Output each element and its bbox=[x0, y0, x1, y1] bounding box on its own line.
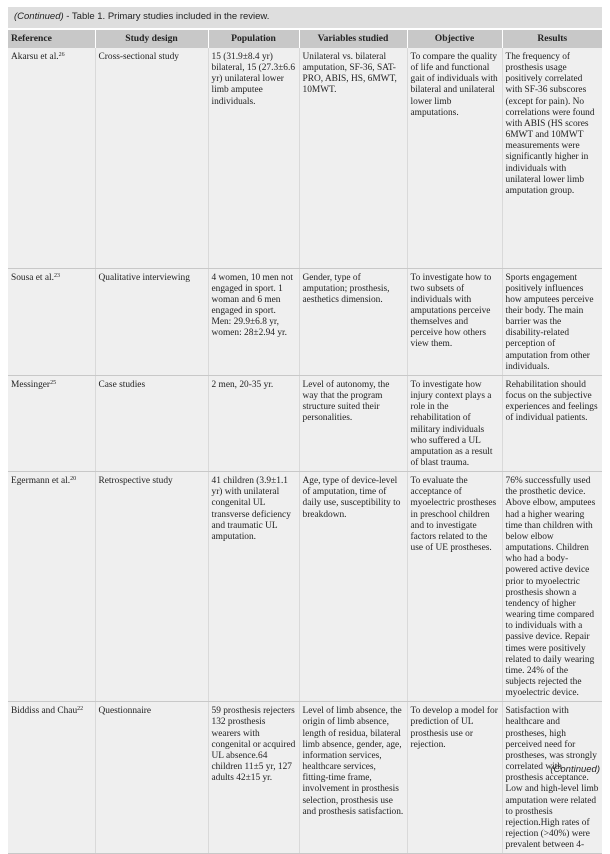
table-row bbox=[8, 472, 602, 702]
reference-cell bbox=[8, 375, 95, 471]
reference-text: Sousa et al. bbox=[11, 272, 54, 283]
header-objective: Objective bbox=[407, 30, 502, 48]
results-cell: Sports engagement positively influences how amputees perceive their body. The main barrier was the disability-related perception of amputation from other individuals. bbox=[502, 268, 602, 375]
variables-cell: Gender, type of amputation; prosthesis, aesthetics dimension. bbox=[299, 268, 407, 375]
population-cell: 41 children (3.9±1.1 yr) with unilateral congenital UL transverse deficiency and traumatic UL amputation. bbox=[208, 472, 299, 702]
continued-footer: (Continued) bbox=[550, 764, 600, 775]
population-cell: 2 men, 20-35 yr. bbox=[208, 375, 299, 471]
reference-text: Akarsu et al. bbox=[11, 52, 59, 62]
header-reference: Reference bbox=[8, 30, 95, 48]
results-cell: Satisfaction with healthcare and prostheses, high perceived need for prostheses, was strongly correlated with prosthesis acceptance. Low and high-level limb amputation were related to prosthesis rejection.High rates of rejection (>40%) were prevalent between 4- bbox=[502, 702, 602, 854]
variables-cell: Level of limb absence, the origin of limb absence, length of residua, bilateral limb absence, gender, age, information services, healthcare services, fitting-time frame, involvement in prosthesis selection, prosthesis use and prosthesis satisfaction. bbox=[299, 702, 407, 854]
header-variables-studied: Variables studied bbox=[299, 30, 407, 48]
reference-number: 20 bbox=[70, 476, 77, 483]
reference-number: 22 bbox=[77, 706, 84, 713]
header-results: Results bbox=[502, 30, 602, 48]
reference-number: 25 bbox=[50, 379, 57, 386]
reference-cell bbox=[8, 702, 95, 854]
header-study-design: Study design bbox=[95, 30, 208, 48]
variables-cell: Age, type of device-level of amputation, time of daily use, susceptibility to breakdown. bbox=[299, 472, 407, 702]
objective-cell: To develop a model for prediction of UL prosthesis use or rejection. bbox=[407, 702, 502, 854]
table-row bbox=[8, 702, 602, 854]
variables-cell: Level of autonomy, the way that the program structure suited their personalities. bbox=[299, 375, 407, 471]
population-cell: 15 (31.9±8.4 yr) bilateral, 15 (27.3±6.6 yr) unilateral lower limb amputee individuals. bbox=[208, 48, 299, 268]
variables-cell: Unilateral vs. bilateral amputation, SF-36, SAT-PRO, ABIS, HS, 6MWT, 10MWT. bbox=[299, 48, 407, 268]
design-cell: Case studies bbox=[95, 375, 208, 471]
reference-text: Biddiss and Chau bbox=[11, 706, 78, 717]
reference-cell bbox=[8, 268, 95, 375]
caption-continued: (Continued) bbox=[14, 11, 64, 22]
header-population: Population bbox=[208, 30, 299, 48]
reference-number: 23 bbox=[53, 272, 60, 279]
reference-number: 26 bbox=[58, 52, 65, 58]
results-cell: The frequency of prosthesis usage positively correlated with SF-36 subscores (except for pain). No correlations were found with ABIS (HS scores 6MWT and 10MWT measurements were significantly higher in individuals with unilateral lower limb amputation group. bbox=[502, 48, 602, 268]
results-cell: Rehabilitation should focus on the subjective experiences and feelings of individual patients. bbox=[502, 375, 602, 471]
reference-text: Messinger bbox=[11, 379, 51, 390]
design-cell: Cross-sectional study bbox=[95, 48, 208, 268]
population-cell: 59 prosthesis rejecters 132 prosthesis wearers with congenital or acquired UL absence.64 children 11±5 yr, 127 adults 42±15 yr. bbox=[208, 702, 299, 854]
objective-cell: To investigate how to two subsets of individuals with amputations perceive themselves and perceive how others view them. bbox=[407, 268, 502, 375]
caption-title: - Table 1. Primary studies included in the review. bbox=[63, 11, 270, 22]
reference-text: Egermann et al. bbox=[11, 476, 71, 487]
reference-cell bbox=[8, 472, 95, 702]
design-cell: Qualitative interviewing bbox=[95, 268, 208, 375]
population-cell: 4 women, 10 men not engaged in sport. 1 woman and 6 men engaged in sport. Men: 29.9±6.8 yr, women: 28±2.94 yr. bbox=[208, 268, 299, 375]
table-row bbox=[8, 268, 602, 375]
table-row bbox=[8, 48, 602, 268]
objective-cell: To evaluate the acceptance of myoelectric prostheses in preschool children and to investigate factors related to the use of UE prostheses. bbox=[407, 472, 502, 702]
reference-cell bbox=[8, 48, 95, 268]
objective-cell: To investigate how injury context plays a role in the rehabilitation of military individuals who suffered a UL amputation as a result of blast trauma. bbox=[407, 375, 502, 471]
results-cell: 76% successfully used the prosthetic device. Above elbow, amputees had a higher wearing time than children with below elbow amputations. Children who had a body-powered active device prior to myoelectric prosthesis shown a tendency of higher wearing time compared to individuals with a passive device. Repair times were positively related to daily wearing time. 24% of the subjects rejected the myoelectric device. bbox=[502, 472, 602, 702]
design-cell: Retrospective study bbox=[95, 472, 208, 702]
objective-cell: To compare the quality of life and functional gait of individuals with bilateral and unilateral lower limb amputations. bbox=[407, 48, 502, 268]
studies-table bbox=[8, 30, 602, 854]
table-caption bbox=[8, 7, 602, 28]
table-header-row bbox=[8, 30, 602, 48]
design-cell: Questionnaire bbox=[95, 702, 208, 854]
table-row bbox=[8, 375, 602, 471]
